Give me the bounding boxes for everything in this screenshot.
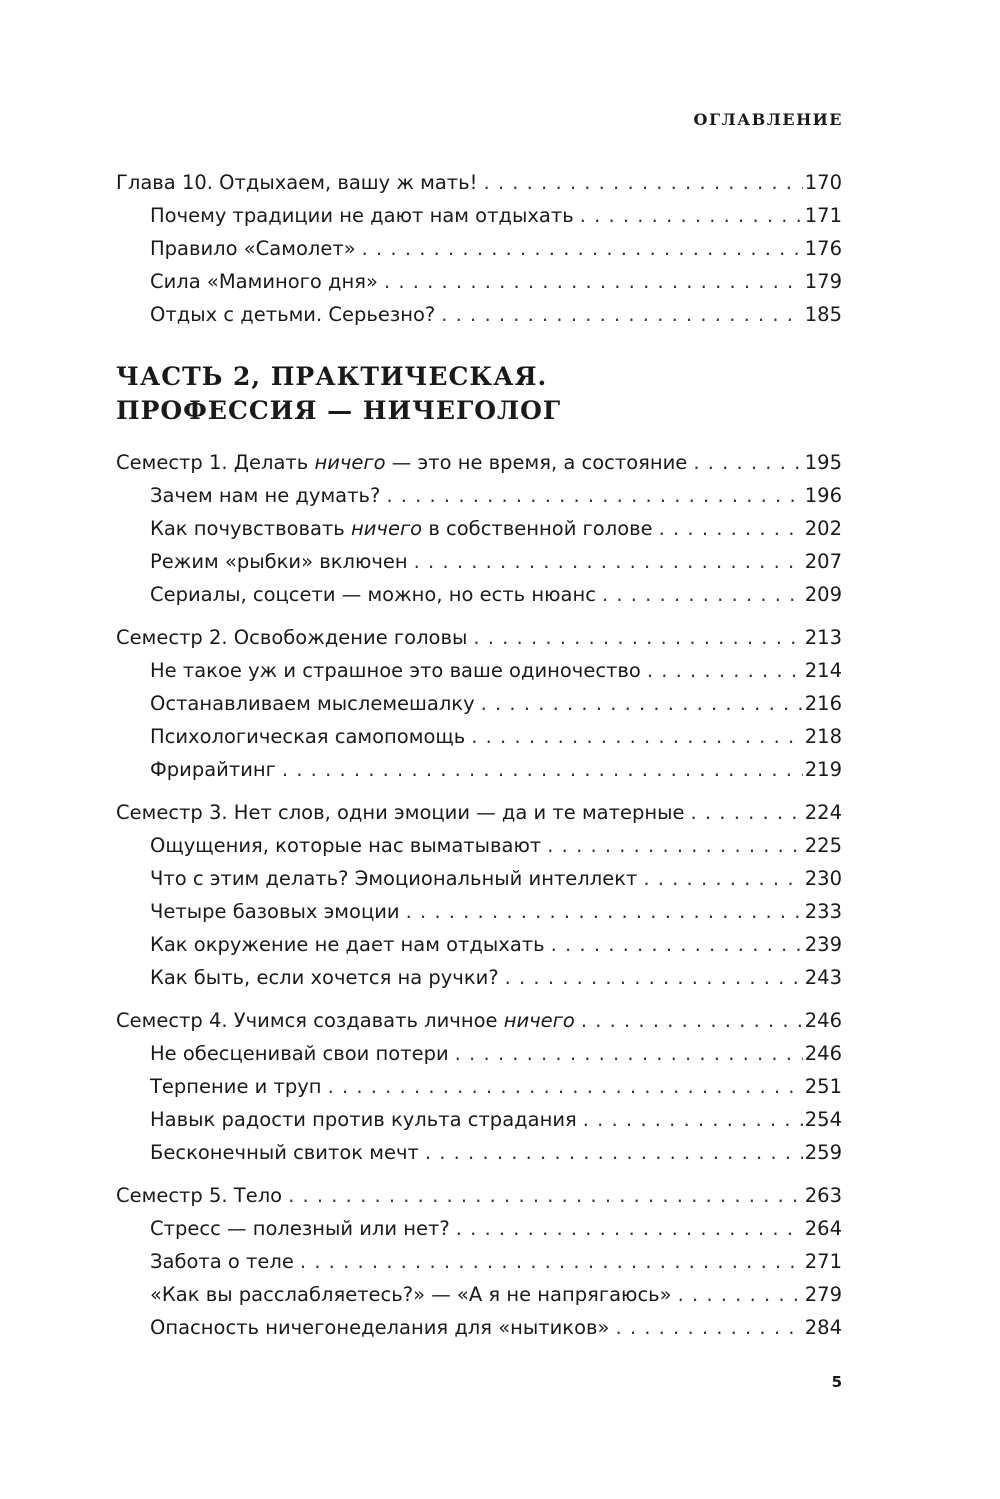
toc-subentry-title: Стресс — полезный или нет?	[150, 1217, 450, 1240]
leader-dots	[282, 753, 803, 786]
toc-subentry[interactable]	[116, 1212, 842, 1245]
toc-subentry-page: 233	[804, 900, 842, 923]
leader-dots	[643, 862, 802, 895]
toc-subentry-page: 251	[804, 1075, 842, 1098]
leader-dots	[583, 1103, 803, 1136]
toc-subentry[interactable]	[116, 1278, 842, 1311]
toc-entry[interactable]	[116, 446, 842, 479]
toc-subentry-title: Правило «Самолет»	[150, 237, 356, 260]
toc-subentry-page: 214	[804, 659, 842, 682]
leader-dots	[441, 298, 803, 331]
toc-subentry[interactable]	[116, 829, 842, 862]
running-header: ОГЛАВЛЕНИЕ	[693, 110, 843, 129]
toc-subentry-title: Забота о теле	[150, 1250, 294, 1273]
toc-subentry-page: 218	[804, 725, 842, 748]
leader-dots	[615, 1311, 802, 1344]
toc-entry[interactable]	[116, 621, 842, 654]
toc-subentry-title: Ощущения, которые нас выматывают	[150, 834, 542, 857]
toc-entry-title: Семестр 2. Освобождение головы	[116, 626, 468, 649]
leader-dots	[547, 829, 802, 862]
leader-dots	[473, 621, 802, 654]
toc-subentry-page: 239	[804, 933, 842, 956]
toc-subentry-title: Четыре базовых эмоции	[150, 900, 400, 923]
toc-subentry-page: 179	[804, 270, 842, 293]
leader-dots	[406, 895, 803, 928]
toc-entry[interactable]	[116, 1179, 842, 1212]
toc-entry-title: Глава 10. Отдыхаем, вашу ж мать!	[116, 171, 478, 194]
toc-subentry-page: 216	[804, 692, 842, 715]
toc-subentry-page: 202	[804, 517, 842, 540]
leader-dots	[288, 1179, 803, 1212]
toc-subentry[interactable]	[116, 1037, 842, 1070]
toc-subentry[interactable]	[116, 1103, 842, 1136]
leader-dots	[384, 265, 803, 298]
toc-entry-title: Семестр 3. Нет слов, одни эмоции — да и те матерные	[116, 801, 685, 824]
toc-subentry-page: 171	[804, 204, 842, 227]
toc-subentry-title: Как быть, если хочется на ручки?	[150, 966, 499, 989]
toc-subentry-page: 284	[804, 1316, 842, 1339]
toc-subentry[interactable]	[116, 687, 842, 720]
toc-entry-page: 263	[804, 1184, 842, 1207]
toc-subentry-title: Сила «Маминого дня»	[150, 270, 378, 293]
toc-subentry-title: «Как вы расслабляетесь?» — «А я не напрягаюсь»	[150, 1283, 672, 1306]
toc-subentry-page: 279	[804, 1283, 842, 1306]
toc-subentry[interactable]	[116, 862, 842, 895]
toc-subentry-title: Режим «рыбки» включен	[150, 550, 408, 573]
leader-dots	[471, 720, 803, 753]
toc-entry-page: 224	[804, 801, 842, 824]
toc-subentry-page: 207	[804, 550, 842, 573]
toc-subentry[interactable]	[116, 298, 842, 331]
part-title	[116, 360, 561, 428]
toc-entry[interactable]	[116, 1004, 842, 1037]
toc-subentry-title: Не обесценивай свои потери	[150, 1042, 449, 1065]
toc-entry-page: 195	[804, 451, 842, 474]
leader-dots	[456, 1212, 803, 1245]
toc-subentry[interactable]	[116, 545, 842, 578]
part-title-line-2: ПРОФЕССИЯ — НИЧЕГОЛОГ	[116, 396, 562, 425]
toc-subentry[interactable]	[116, 720, 842, 753]
toc-subentry-page: 271	[804, 1250, 842, 1273]
toc-subentry[interactable]	[116, 479, 842, 512]
toc-subentry[interactable]	[116, 1245, 842, 1278]
toc-subentry-page: 254	[804, 1108, 842, 1131]
leader-dots	[581, 1004, 803, 1037]
toc-subentry[interactable]	[116, 1136, 842, 1169]
toc-subentry-page: 219	[804, 758, 842, 781]
toc-subentry-title: Отдых с детьми. Серьезно?	[150, 303, 436, 326]
leader-dots	[551, 928, 803, 961]
part-title-line-1: ЧАСТЬ 2, ПРАКТИЧЕСКАЯ.	[116, 362, 548, 391]
toc-subentry-page: 196	[804, 484, 842, 507]
toc-entry[interactable]	[116, 166, 842, 199]
toc-subentry-page: 209	[804, 583, 842, 606]
leader-dots	[425, 1136, 803, 1169]
leader-dots	[678, 1278, 803, 1311]
toc-subentry-title: Как окружение не дает нам отдыхать	[150, 933, 545, 956]
toc-subentry[interactable]	[116, 199, 842, 232]
toc-subentry-title: Зачем нам не думать?	[150, 484, 381, 507]
leader-dots	[362, 232, 803, 265]
leader-dots	[580, 199, 803, 232]
leader-dots	[300, 1245, 803, 1278]
toc-subentry-page: 230	[804, 867, 842, 890]
toc-entry[interactable]	[116, 796, 842, 829]
toc-entry-page: 170	[804, 171, 842, 194]
toc-subentry-title: Навык радости против культа страдания	[150, 1108, 577, 1131]
toc-subentry-title: Бесконечный свиток мечт	[150, 1141, 419, 1164]
toc-subentry-title: Терпение и труп	[150, 1075, 322, 1098]
leader-dots	[647, 654, 803, 687]
toc-entry-title: Семестр 1. Делать ничего — это не время, а состояние	[116, 451, 688, 474]
toc-subentry-title: Как почувствовать ничего в собственной голове	[150, 517, 653, 540]
toc-subentry-page: 246	[804, 1042, 842, 1065]
toc-subentry[interactable]	[116, 753, 842, 786]
leader-dots	[414, 545, 803, 578]
toc-entry-page: 246	[804, 1009, 842, 1032]
toc-subentry[interactable]	[116, 265, 842, 298]
toc-subentry-title: Сериалы, соцсети — можно, но есть нюанс	[150, 583, 596, 606]
toc-part-2	[116, 446, 842, 1344]
toc-subentry-title: Опасность ничегонеделания для «нытиков»	[150, 1316, 610, 1339]
toc-subentry-page: 243	[804, 966, 842, 989]
toc-chapter-10	[116, 166, 842, 331]
toc-subentry[interactable]	[116, 895, 842, 928]
leader-dots	[455, 1037, 803, 1070]
leader-dots	[659, 512, 803, 545]
toc-subentry[interactable]	[116, 961, 842, 994]
toc-subentry-title: Не такое уж и страшное это ваше одиночество	[150, 659, 641, 682]
leader-dots	[328, 1070, 803, 1103]
leader-dots	[386, 479, 802, 512]
toc-subentry-page: 225	[804, 834, 842, 857]
toc-subentry-title: Почему традиции не дают нам отдыхать	[150, 204, 574, 227]
toc-entry-title: Семестр 5. Тело	[116, 1184, 283, 1207]
toc-subentry[interactable]	[116, 578, 842, 611]
toc-subentry[interactable]	[116, 232, 842, 265]
toc-subentry[interactable]	[116, 928, 842, 961]
leader-dots	[693, 446, 802, 479]
toc-entry-page: 213	[804, 626, 842, 649]
leader-dots	[481, 687, 803, 720]
toc-entry-title: Семестр 4. Учимся создавать личное ничего	[116, 1009, 575, 1032]
page-number: 5	[831, 1373, 842, 1391]
leader-dots	[505, 961, 803, 994]
toc-subentry-title: Останавливаем мыслемешалку	[150, 692, 475, 715]
leader-dots	[691, 796, 803, 829]
toc-subentry-page: 259	[804, 1141, 842, 1164]
toc-subentry[interactable]	[116, 654, 842, 687]
toc-subentry[interactable]	[116, 512, 842, 545]
toc-subentry-title: Психологическая самопомощь	[150, 725, 466, 748]
toc-subentry-page: 176	[804, 237, 842, 260]
toc-subentry-page: 185	[804, 303, 842, 326]
leader-dots	[483, 166, 802, 199]
toc-subentry[interactable]	[116, 1311, 842, 1344]
toc-subentry-page: 264	[804, 1217, 842, 1240]
toc-subentry-title: Фрирайтинг	[150, 758, 276, 781]
leader-dots	[602, 578, 803, 611]
toc-subentry-title: Что с этим делать? Эмоциональный интеллект	[150, 867, 638, 890]
toc-subentry[interactable]	[116, 1070, 842, 1103]
